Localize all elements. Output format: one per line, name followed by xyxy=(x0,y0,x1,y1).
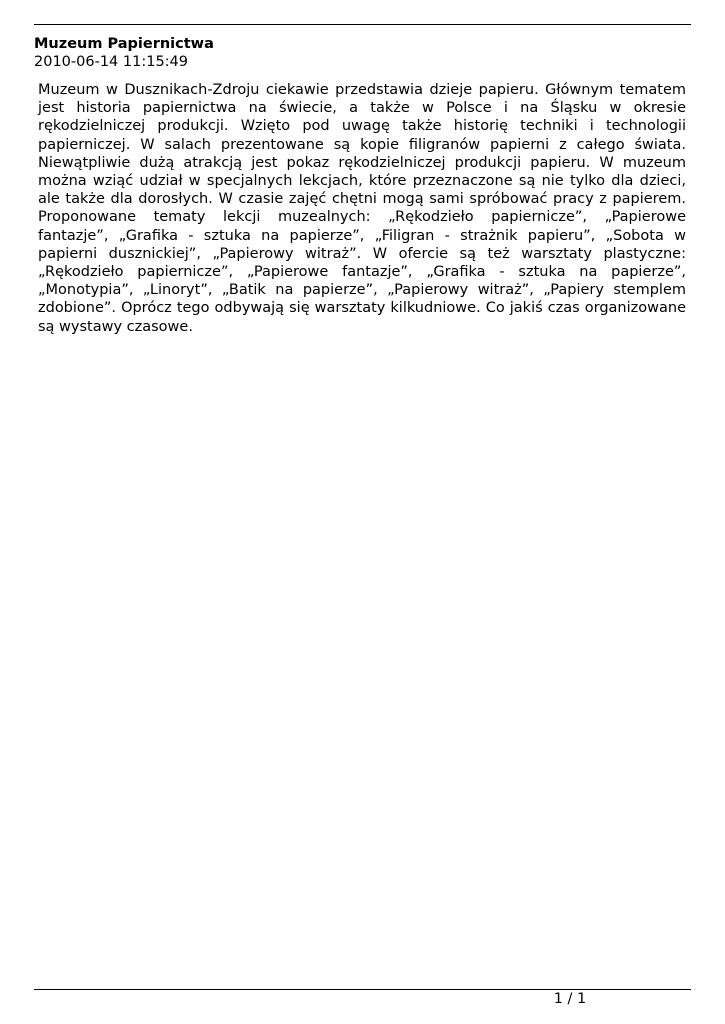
article-body xyxy=(38,81,686,336)
article-line: papierniczej. W salach prezentowane są kopie filigranów papierni z całego świata. xyxy=(38,136,686,153)
article-line: ale także dla dorosłych. W czasie zajęć chętni mogą sami spróbować pracy z papierem. xyxy=(38,191,686,208)
article-line: fantazje”, „Grafika - sztuka na papierze”, „Filigran - strażnik papieru”, „Sobota w xyxy=(38,227,686,244)
article-line: „Rękodzieło papiernicze”, „Papierowe fantazje”, „Grafika - sztuka na papierze”, xyxy=(38,264,686,281)
article-line: Proponowane tematy lekcji muzealnych: „Rękodzieło papiernicze”, „Papierowe xyxy=(38,209,686,226)
article-line: rękodzielniczej produkcji. Wzięto pod uwagę także historię techniki i technologii xyxy=(38,118,686,135)
article-line: można wziąć udział w specjalnych lekcjach, które przeznaczone są nie tylko dla dzieci, xyxy=(38,173,686,190)
article-line: papierni dusznickiej”, „Papierowy witraż”. W ofercie są też warsztaty plastyczne: xyxy=(38,245,686,262)
article-line: „Monotypia”, „Linoryt”, „Batik na papierze”, „Papierowy witraż”, „Papiery stemplem xyxy=(38,282,686,299)
article-line: jest historia papiernictwa na świecie, a także w Polsce i na Śląsku w okresie xyxy=(38,100,686,117)
article-line: są wystawy czasowe. xyxy=(38,318,193,335)
article-line: Muzeum w Dusznikach-Zdroju ciekawie przedstawia dzieje papieru. Głównym tematem xyxy=(38,82,686,98)
article-line: zdobione”. Oprócz tego odbywają się warsztaty kilkudniowe. Co jakiś czas organizowane xyxy=(38,300,686,317)
article-line: Niewątpliwie dużą atrakcją jest pokaz rękodzielniczej produkcji papieru. W muzeum xyxy=(38,154,686,171)
document-date: 2010-06-14 11:15:49 xyxy=(34,54,188,70)
document-title: Muzeum Papiernictwa xyxy=(34,36,214,52)
page-number: 1 / 1 xyxy=(553,991,587,1007)
header-divider xyxy=(34,24,691,25)
